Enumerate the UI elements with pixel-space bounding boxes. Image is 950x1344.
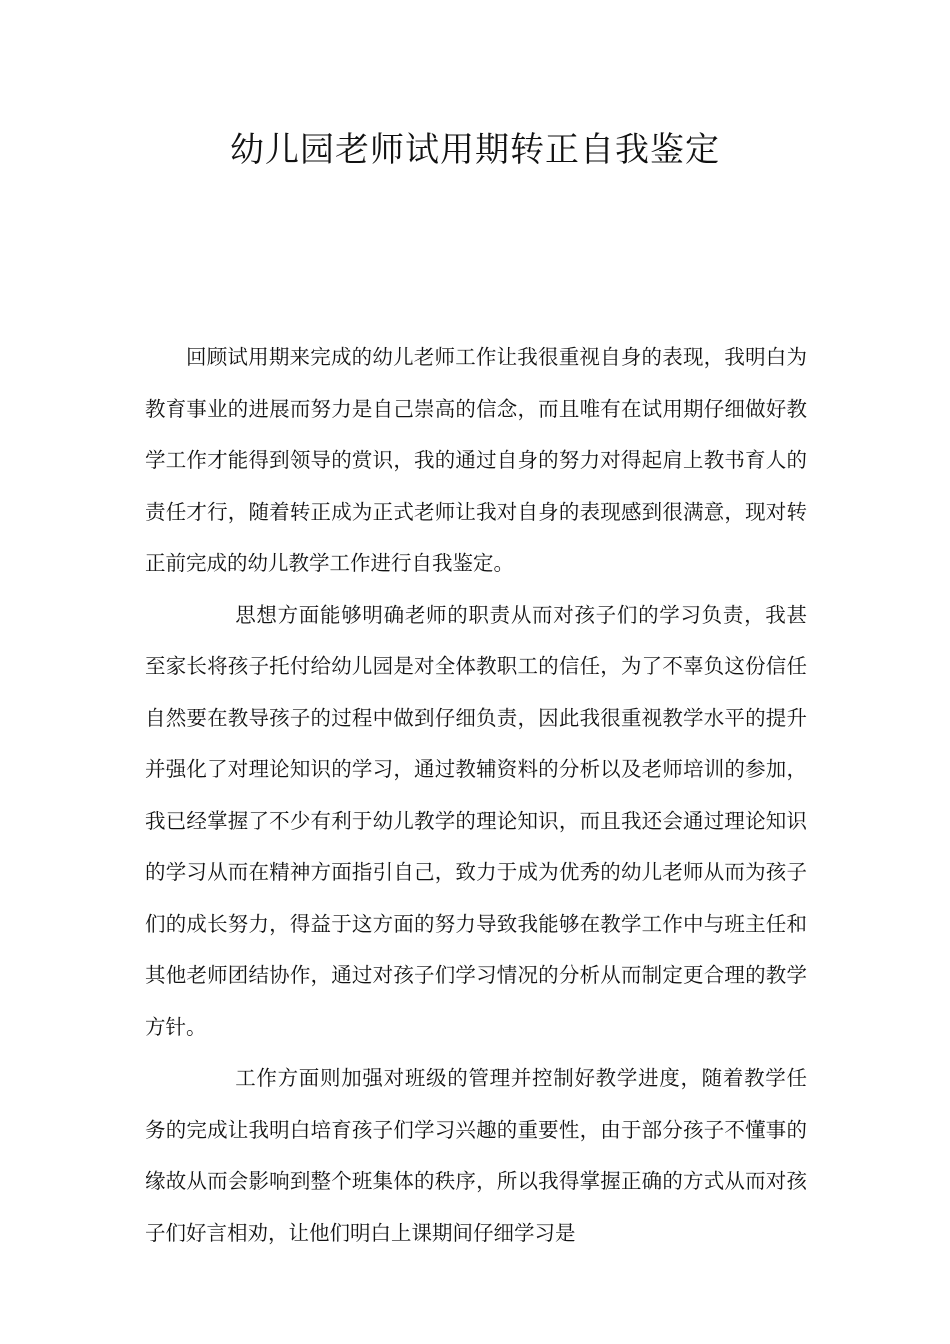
document-title: 幼儿园老师试用期转正自我鉴定 [230, 130, 720, 170]
paragraph-thought: 思想方面能够明确老师的职责从而对孩子们的学习负责，我甚至家长将孩子托付给幼儿园是对全体教职工的信任，为了不辜负这份信任自然要在教导孩子的过程中做到仔细负责，因此我很重视教学水平的提升并强化了对理论知识的学习，通过教辅资料的分析以及老师培训的参加，我已经掌握了不少有利于幼儿教学的理论知识，而且我还会通过理论知识的学习从而在精神方面指引自己，致力于成为优秀的幼儿老师从而为孩子们的成长努力，得益于这方面的努力导致我能够在教学工作中与班主任和其他老师团结协作，通过对孩子们学习情况的分析从而制定更合理的教学方针。 [145, 602, 807, 1039]
paragraph-work: 工作方面则加强对班级的管理并控制好教学进度，随着教学任务的完成让我明白培育孩子们学习兴趣的重要性，由于部分孩子不懂事的缘故从而会影响到整个班集体的秩序，所以我得掌握正确的方式从而对孩子们好言相劝，让他们明白上课期间仔细学习是 [145, 1066, 807, 1245]
paragraph-review: 回顾试用期来完成的幼儿老师工作让我很重视自身的表现，我明白为教育事业的进展而努力是自己崇高的信念，而且唯有在试用期仔细做好教学工作才能得到领导的赏识，我的通过自身的努力对得起肩上教书育人的责任才行，随着转正成为正式老师让我对自身的表现感到很满意，现对转正前完成的幼儿教学工作进行自我鉴定。 [145, 345, 807, 575]
document-body [145, 332, 807, 1259]
